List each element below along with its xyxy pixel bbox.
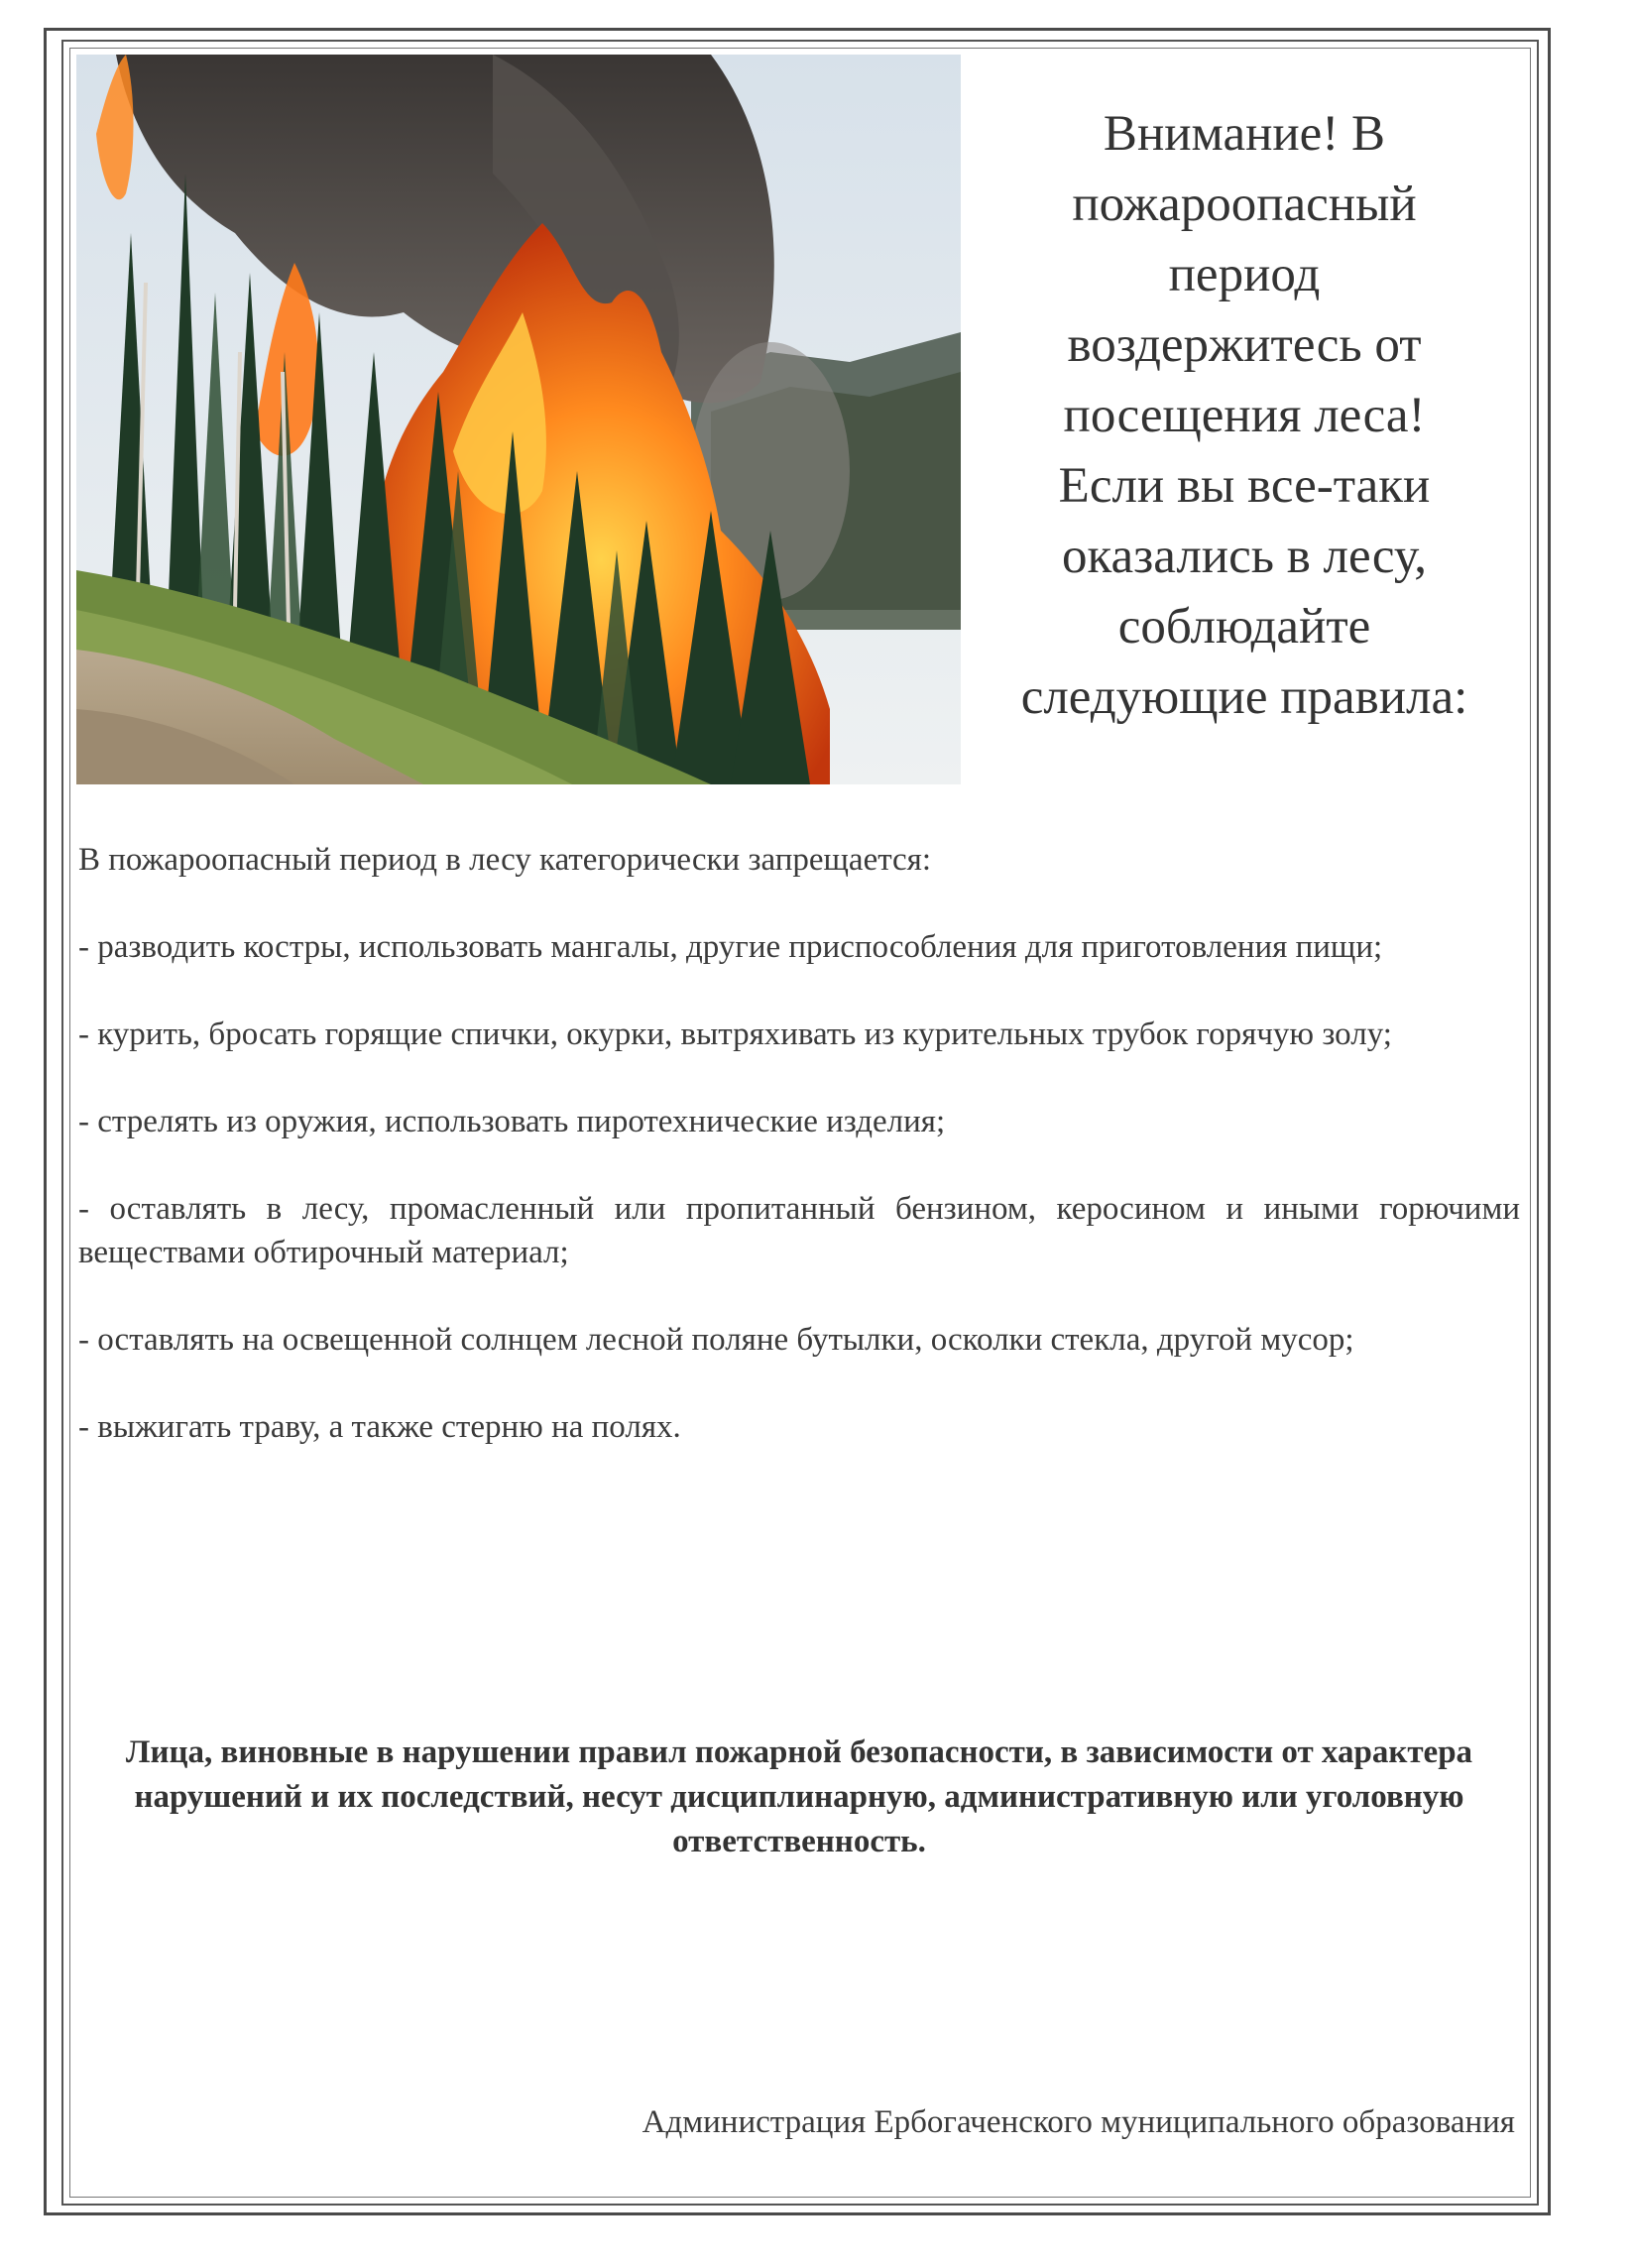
rule-item: - курить, бросать горящие спички, окурки, вытряхивать из курительных трубок горячую золу; — [78, 1016, 1392, 1052]
heading-line: Внимание! В — [1103, 106, 1386, 162]
heading-line: посещения леса! — [1063, 388, 1426, 443]
rule-item: - стрелять из оружия, использовать пиротехнические изделия; — [78, 1104, 946, 1139]
rule-item: - оставлять на освещенной солнцем лесной поляне бутылки, осколки стекла, другой мусор; — [78, 1322, 1354, 1358]
rule-item: - выжигать траву, а также стерню на полях. — [78, 1409, 681, 1445]
heading-line: соблюдайте — [1117, 599, 1371, 655]
forest-fire-photo — [76, 55, 961, 784]
rule-item: - разводить костры, использовать мангалы, другие приспособления для приготовления пищи; — [78, 929, 1383, 965]
heading-line: Если вы все-таки — [1058, 458, 1431, 514]
signature: Администрация Ербогаченского муниципального образования — [642, 2104, 1515, 2140]
heading-line: воздержитесь от — [1067, 317, 1422, 373]
rule-item: - оставлять в лесу, промасленный или пропитанный бензином, керосином и иными горючими веществами обтирочный материал; — [78, 1191, 1520, 1270]
rules-intro: В пожароопасный период в лесу категорически запрещается: — [78, 842, 932, 878]
heading-line: период — [1168, 247, 1321, 302]
rules-section — [78, 838, 1520, 1492]
notice-heading — [967, 99, 1522, 733]
heading-line: пожароопасный — [1072, 177, 1417, 232]
heading-line: следующие правила: — [1020, 669, 1468, 725]
liability-warning: Лица, виновные в нарушении правил пожарной безопасности, в зависимости от характера нарушений и их последствий, несут дисциплинарную, административную или уголовную ответственность. — [125, 1734, 1473, 1859]
heading-line: оказались в лесу, — [1061, 529, 1428, 584]
